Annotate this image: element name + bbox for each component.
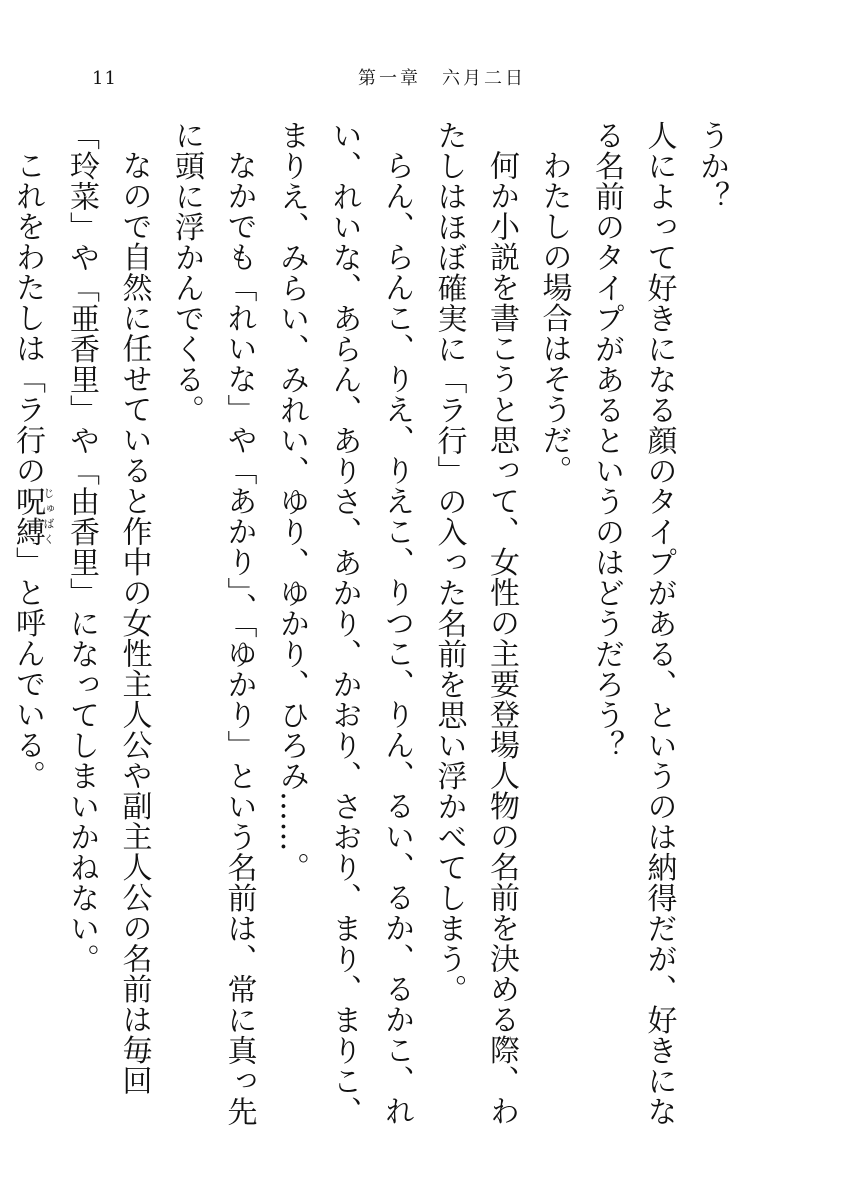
- paragraph: わたしの場合はそうだ。: [536, 150, 572, 486]
- ruby-reading: じゅばく: [42, 485, 55, 547]
- paragraph: [1, 120, 55, 1130]
- paragraph-text: 」と呼んでいる。: [10, 546, 45, 791]
- paragraph: なかでも「れいな」や「あかり」、「ゆかり」という名前は、常に真っ先に頭に浮かんでくる。: [169, 120, 257, 1127]
- body-text: [10, 120, 737, 1130]
- ruby-base: 呪縛: [10, 485, 45, 547]
- paragraph: 人によって好きになる顔のタイプがある、というのは納得だが、好きになる名前のタイプがあるというのはどうだろう？: [589, 120, 677, 1127]
- ruby-word: [10, 485, 55, 547]
- paragraph: うか？: [694, 120, 729, 212]
- paragraph: [0, 120, 1, 1130]
- paragraph-text: これをわたしは「ラ行の: [10, 150, 45, 486]
- paragraph: らん、らんこ、りえ、りえこ、りつこ、りん、るい、るか、るかこ、れい、れいな、あらん、ありさ、あかり、かおり、さおり、まり、まりこ、まりえ、みらい、みれい、ゆり、ゆかり、ひろみ……。: [274, 120, 414, 1127]
- paragraph: 何か小説を書こうと思って、女性の主要登場人物の名前を決める際、わたしはほぼ確実に「ラ行」の入った名前を思い浮かべてしまう。: [431, 120, 519, 1126]
- page-number: 11: [92, 68, 117, 89]
- paragraph: なので自然に任せていると作中の女性主人公や副主人公の名前は毎回「玲菜」や「亜香里」や「由香里」になってしまいかねない。: [64, 120, 152, 1096]
- running-head: 第一章 六月二日: [358, 68, 526, 89]
